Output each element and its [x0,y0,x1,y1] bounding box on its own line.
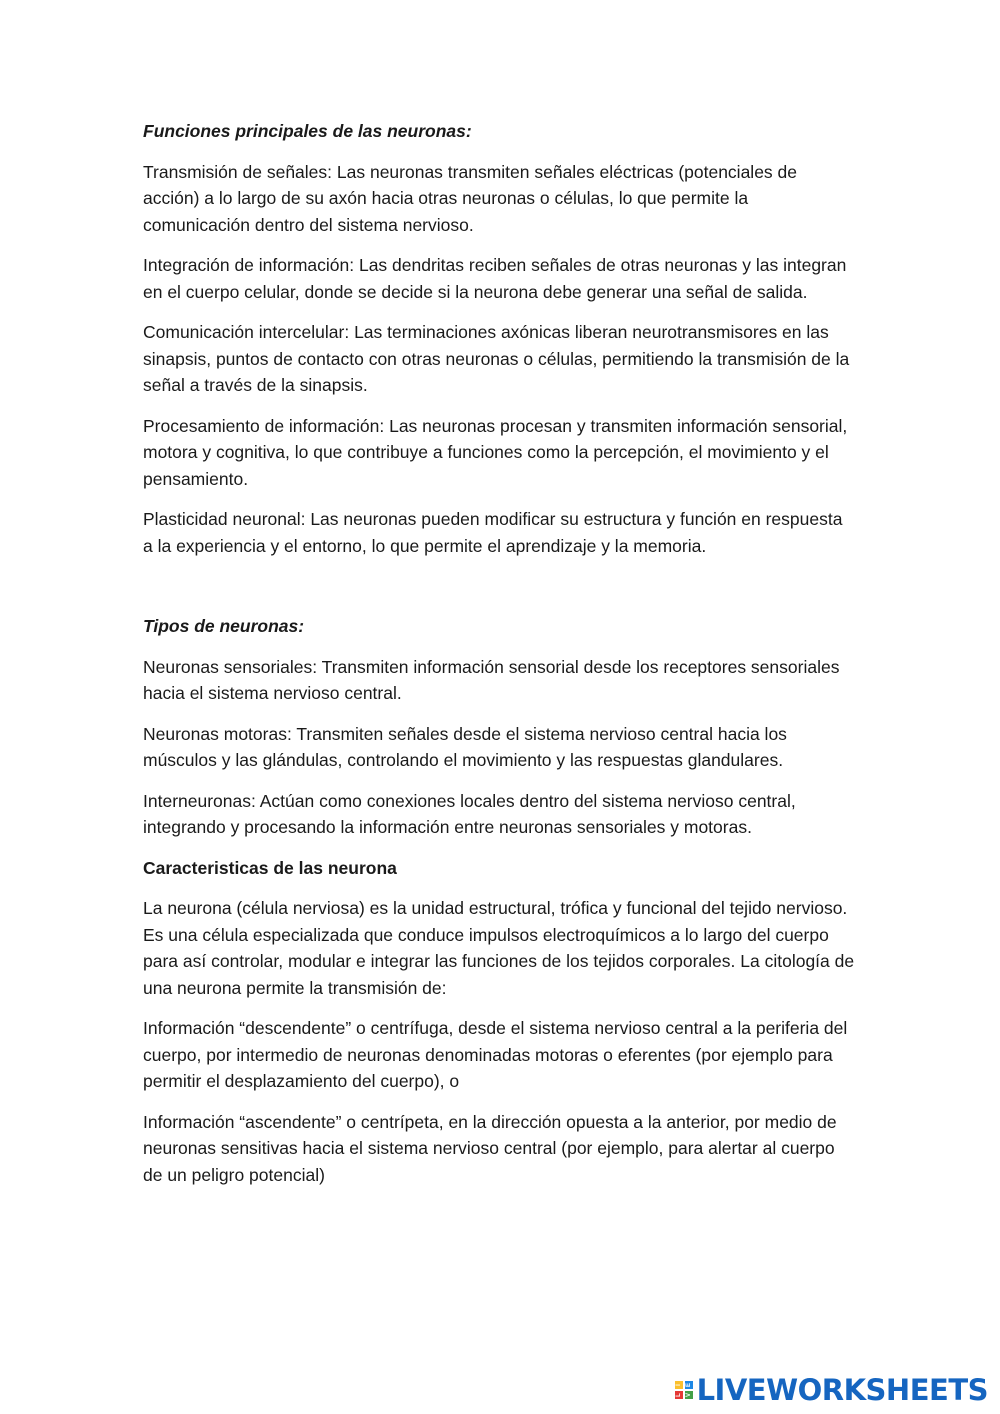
paragraph: Neuronas motoras: Transmiten señales desde el sistema nervioso central hacia los músculos y las glándulas, controlando el movimiento y las respuestas glandulares. [143,723,787,770]
paragraph: La neurona (célula nerviosa) es la unidad estructural, trófica y funcional del tejido nervioso. Es una célula especializada que conduce impulsos electroquímicos a lo largo del cuerpo para así controlar, modular e integrar las funciones de los tejidos corporales. La citología de una neurona permite la transmisión de: [143,898,855,998]
section-title-funciones: Funciones principales de las neuronas: [143,121,472,141]
paragraph: Neuronas sensoriales: Transmiten información sensorial desde los receptores sensoriales hacia el sistema nervioso central. [143,656,840,703]
logo-mark-icon [675,1381,693,1399]
paragraph: Interneuronas: Actúan como conexiones locales dentro del sistema nervioso central, integrando y procesando la información entre neuronas sensoriales y motoras. [143,790,796,837]
paragraph: Transmisión de señales: Las neuronas transmiten señales eléctricas (potenciales de acción) a lo largo de su axón hacia otras neuronas o células, lo que permite la comunicación dentro del sistema nervioso. [143,161,798,235]
paragraph: Procesamiento de información: Las neuronas procesan y transmiten información sensorial, motora y cognitiva, lo que contribuye a funciones como la percepción, el movimiento y el pensamiento. [143,415,848,489]
section-title-caracteristicas: Caracteristicas de las neurona [143,857,397,878]
section-title-tipos: Tipos de neuronas: [143,616,305,636]
section-spacer [143,573,855,613]
paragraph: Información “ascendente” o centrípeta, en la dirección opuesta a la anterior, por medio de neuronas sensitivas hacia el sistema nervioso central (por ejemplo, para alertar al cuerpo de un peligro potencial) [143,1111,837,1185]
liveworksheets-logo [675,1372,988,1408]
paragraph: Información “descendente” o centrífuga, desde el sistema nervioso central a la periferia del cuerpo, por intermedio de neuronas denominadas motoras o eferentes (por ejemplo para permitir el desplazamiento del cuerpo), o [143,1018,848,1091]
logo-letter: V [685,1393,692,1398]
paragraph: Plasticidad neuronal: Las neuronas pueden modificar su estructura y función en respuesta a la experiencia y el entorno, lo que permite el aprendizaje y la memoria. [143,509,843,556]
paragraph: Comunicación intercelular: Las terminaciones axónicas liberan neurotransmisores en las sinapsis, puntos de contacto con otras neuronas o células, permitiendo la transmisión de la señal a través de la sinapsis. [143,322,850,395]
logo-letter: I [675,1381,683,1389]
paragraph: Integración de información: Las dendritas reciben señales de otras neuronas y las integran en el cuerpo celular, donde se decide si la neurona debe generar una señal de salida. [143,255,847,302]
document-page [143,118,855,1202]
logo-text: LIVEWORKSHEETS [696,1373,988,1407]
logo-letter: E [685,1383,692,1388]
logo-letter: L [675,1391,683,1399]
